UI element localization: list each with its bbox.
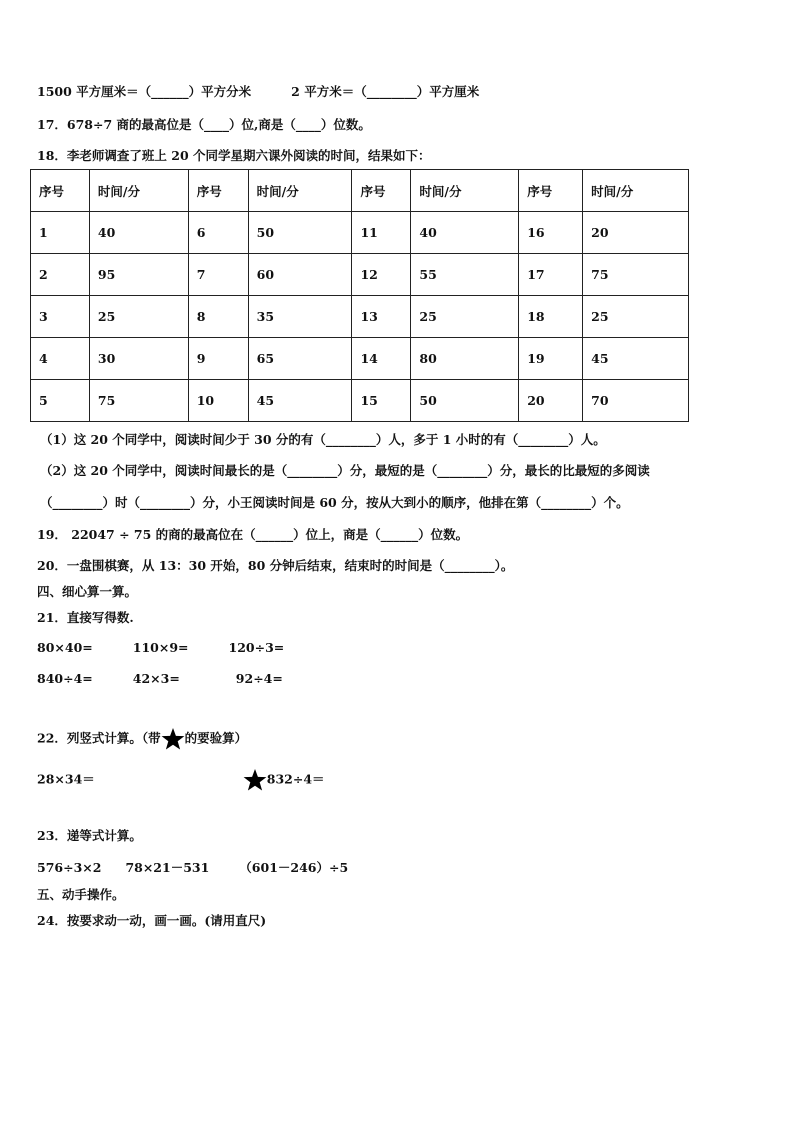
table-cell: 11 bbox=[352, 212, 411, 254]
q23-items bbox=[37, 858, 348, 876]
q22-problem-2: 832÷4＝ bbox=[266, 771, 325, 787]
q18-sub2-a: （2）这 20 个同学中，阅读时间最长的是（________）分，最短的是（________）分，最长的比最短的多阅读 bbox=[40, 463, 650, 478]
header-cell: 序号 bbox=[188, 170, 248, 212]
q22-problem-1: 28×34＝ bbox=[37, 771, 95, 787]
table-cell: 16 bbox=[519, 212, 583, 254]
q22-title-post: 的要验算） bbox=[184, 730, 248, 746]
q19-text: 19． 22047 ÷ 75 的商的最高位在（______）位上，商是（______）位数。 bbox=[37, 527, 469, 542]
table-cell: 7 bbox=[188, 254, 248, 296]
star-icon bbox=[243, 768, 267, 792]
table-cell: 17 bbox=[519, 254, 583, 296]
q21-item: 42×3= bbox=[132, 671, 180, 686]
table-cell: 2 bbox=[31, 254, 90, 296]
table-cell: 40 bbox=[411, 212, 519, 254]
table-cell: 19 bbox=[519, 338, 583, 380]
table-cell: 40 bbox=[89, 212, 188, 254]
header-cell: 时间/分 bbox=[248, 170, 352, 212]
table-cell: 15 bbox=[352, 380, 411, 422]
header-cell: 时间/分 bbox=[583, 170, 689, 212]
q24-text: 24．按要求动一动，画一画。(请用直尺) bbox=[37, 913, 267, 928]
q18-sub1: （1）这 20 个同学中，阅读时间少于 30 分的有（________）人，多于 1 小时的有（________）人。 bbox=[40, 432, 606, 447]
q22-title-pre: 22．列竖式计算。（带 bbox=[37, 730, 161, 746]
table-cell: 60 bbox=[248, 254, 352, 296]
section-5-heading: 五、动手操作。 bbox=[37, 887, 125, 902]
table-cell: 12 bbox=[352, 254, 411, 296]
table-cell: 25 bbox=[89, 296, 188, 338]
table-cell: 45 bbox=[248, 380, 352, 422]
header-cell: 时间/分 bbox=[89, 170, 188, 212]
table-cell: 80 bbox=[411, 338, 519, 380]
table-row bbox=[31, 212, 689, 254]
table-cell: 45 bbox=[583, 338, 689, 380]
q23-title: 23．递等式计算。 bbox=[37, 828, 142, 843]
table-cell: 75 bbox=[89, 380, 188, 422]
header-cell: 时间/分 bbox=[411, 170, 519, 212]
table-cell: 25 bbox=[583, 296, 689, 338]
table-cell: 70 bbox=[583, 380, 689, 422]
q23-item: （601－246）÷5 bbox=[239, 860, 349, 875]
q22-problems bbox=[37, 768, 325, 792]
table-cell: 65 bbox=[248, 338, 352, 380]
table-cell: 1 bbox=[31, 212, 90, 254]
table-cell: 9 bbox=[188, 338, 248, 380]
q21-item: 92÷4= bbox=[235, 671, 283, 686]
table-cell: 95 bbox=[89, 254, 188, 296]
table-row bbox=[31, 338, 689, 380]
table-cell: 8 bbox=[188, 296, 248, 338]
table-cell: 3 bbox=[31, 296, 90, 338]
table-cell: 55 bbox=[411, 254, 519, 296]
table-cell: 6 bbox=[188, 212, 248, 254]
reading-time-table bbox=[30, 169, 689, 422]
table-cell: 25 bbox=[411, 296, 519, 338]
q23-item: 576÷3×2 bbox=[37, 860, 102, 875]
q16-conversion-line bbox=[37, 82, 479, 100]
table-cell: 18 bbox=[519, 296, 583, 338]
q21-item: 120÷3= bbox=[228, 640, 285, 655]
table-row bbox=[31, 254, 689, 296]
table-row bbox=[31, 296, 689, 338]
q21-item: 80×40= bbox=[37, 640, 93, 655]
q17-text: 17．678÷7 商的最高位是（____）位,商是（____）位数。 bbox=[37, 117, 371, 132]
table-cell: 30 bbox=[89, 338, 188, 380]
q18-sub2-b: （________）时（________）分，小王阅读时间是 60 分，按从大到小的顺序，他排在第（________）个。 bbox=[40, 495, 629, 510]
q21-title: 21．直接写得数. bbox=[37, 610, 134, 625]
section-4-heading: 四、细心算一算。 bbox=[37, 584, 138, 599]
table-cell: 75 bbox=[583, 254, 689, 296]
q23-item: 78×21－531 bbox=[125, 860, 210, 875]
star-icon bbox=[161, 727, 185, 751]
header-cell: 序号 bbox=[31, 170, 90, 212]
table-cell: 35 bbox=[248, 296, 352, 338]
table-cell: 14 bbox=[352, 338, 411, 380]
table-row bbox=[31, 380, 689, 422]
q16-right: 2 平方米＝（________）平方厘米 bbox=[291, 84, 480, 99]
table-cell: 20 bbox=[583, 212, 689, 254]
q18-intro: 18．李老师调查了班上 20 个同学星期六课外阅读的时间，结果如下： bbox=[37, 148, 431, 163]
table-cell: 50 bbox=[248, 212, 352, 254]
table-header-row bbox=[31, 170, 689, 212]
q21-item: 840÷4= bbox=[37, 671, 93, 686]
q20-text: 20．一盘围棋赛，从 13：30 开始，80 分钟后结束，结束时的时间是（________）。 bbox=[37, 558, 514, 573]
table-cell: 50 bbox=[411, 380, 519, 422]
q22-title bbox=[37, 727, 247, 751]
q21-item: 110×9= bbox=[132, 640, 189, 655]
table-cell: 13 bbox=[352, 296, 411, 338]
table-cell: 5 bbox=[31, 380, 90, 422]
table-cell: 10 bbox=[188, 380, 248, 422]
header-cell: 序号 bbox=[519, 170, 583, 212]
table-cell: 20 bbox=[519, 380, 583, 422]
q21-row2 bbox=[37, 671, 283, 686]
q21-row1 bbox=[37, 640, 284, 655]
q16-left: 1500 平方厘米＝（______）平方分米 bbox=[37, 84, 252, 99]
header-cell: 序号 bbox=[352, 170, 411, 212]
table-cell: 4 bbox=[31, 338, 90, 380]
